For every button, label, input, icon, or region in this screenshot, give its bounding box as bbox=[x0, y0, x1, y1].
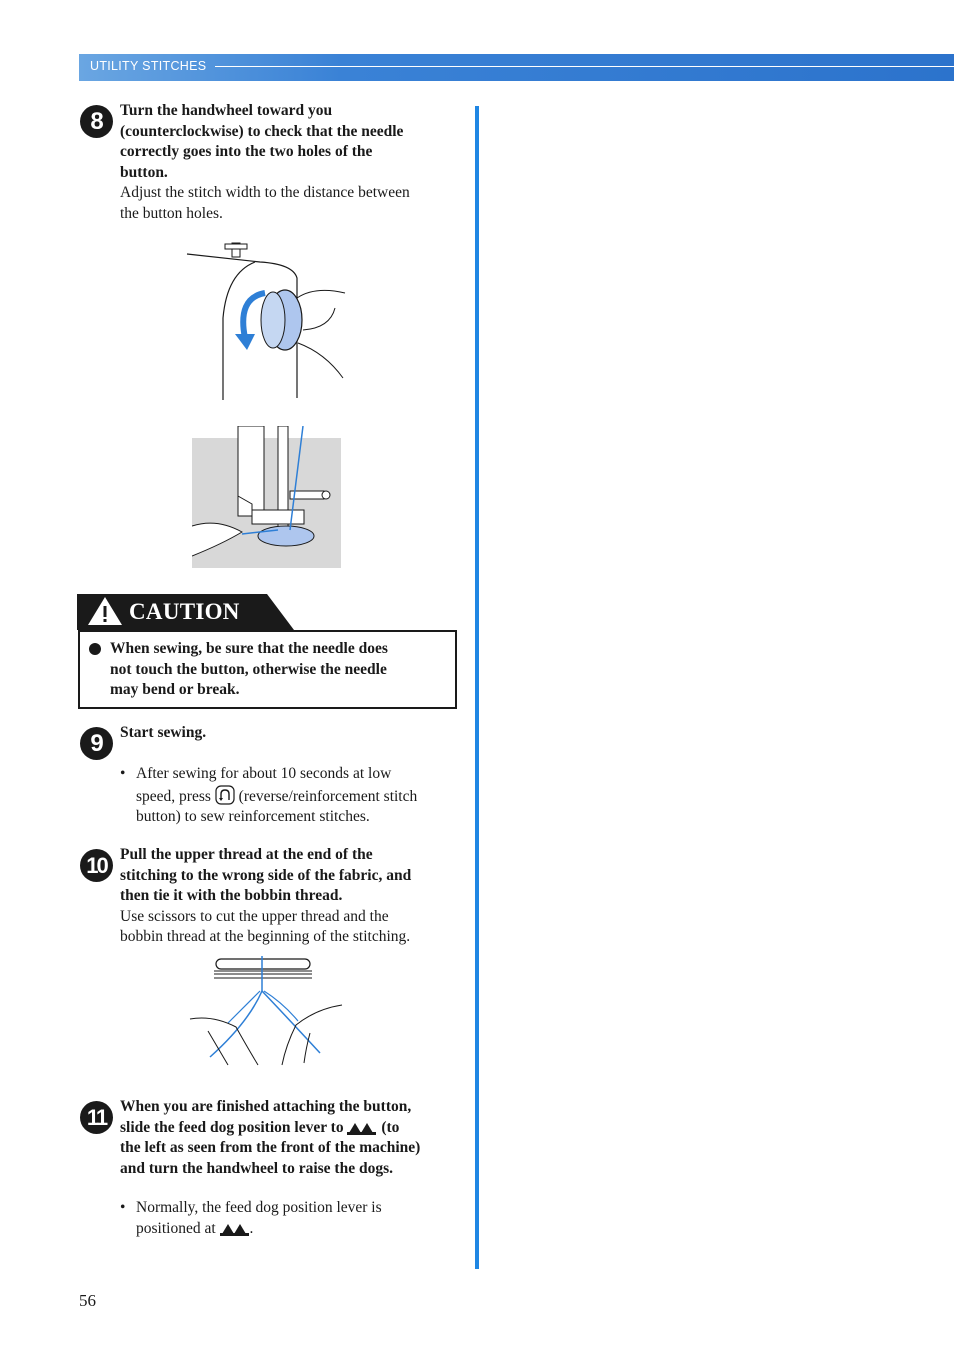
step-number-10: 10 bbox=[80, 849, 113, 882]
step-9-bullet-line: button) to sew reinforcement stitches. bbox=[136, 808, 370, 825]
step-10-instruction-line: then tie it with the bobbin thread. bbox=[120, 887, 343, 904]
caution-bullet-icon bbox=[89, 643, 101, 655]
step-9-bullet-line: After sewing for about 10 seconds at low bbox=[136, 765, 392, 782]
step-9-bullet-prefix: speed, press bbox=[136, 787, 211, 805]
bullet-dot: • bbox=[120, 765, 126, 782]
step-8-detail-line: Adjust the stitch width to the distance between bbox=[120, 184, 410, 201]
step-8-instruction-line: button. bbox=[120, 163, 168, 181]
step-11-instruction-line: the left as seen from the front of the machine) bbox=[120, 1139, 421, 1156]
step-9-bullet-line bbox=[136, 785, 460, 808]
step-11-instruction-part: slide the feed dog position lever to bbox=[120, 1118, 344, 1136]
step-11-instruction-line bbox=[120, 1118, 465, 1139]
header-rule bbox=[215, 66, 954, 67]
step-8-detail-line: the button holes. bbox=[120, 204, 223, 222]
step-8-text bbox=[120, 101, 465, 224]
caution-line: may bend or break. bbox=[110, 681, 240, 698]
bullet-dot: • bbox=[120, 1199, 126, 1216]
caution-title: CAUTION bbox=[129, 599, 240, 624]
step-10-text bbox=[120, 845, 465, 948]
step-11-bullet-line bbox=[136, 1219, 460, 1240]
step-9-bullet-suffix: (reverse/reinforcement stitch bbox=[238, 787, 418, 805]
step-9-instruction: Start sewing. bbox=[120, 724, 207, 741]
column-divider bbox=[475, 106, 479, 1269]
step-8-instruction-line: Turn the handwheel toward you bbox=[120, 102, 333, 119]
thread-tie-illustration bbox=[188, 953, 348, 1071]
step-11-text bbox=[120, 1097, 465, 1179]
step-number-8: 8 bbox=[80, 105, 113, 138]
caution-line: When sewing, be sure that the needle does bbox=[110, 640, 388, 657]
step-11-bullet-part: positioned at bbox=[136, 1219, 216, 1237]
step-10-instruction-line: Pull the upper thread at the end of the bbox=[120, 846, 373, 863]
step-8-instruction-line: correctly goes into the two holes of the bbox=[120, 143, 373, 160]
step-number-11: 11 bbox=[80, 1101, 113, 1134]
feed-dog-icon bbox=[347, 1120, 377, 1136]
step-10-detail-line: Use scissors to cut the upper thread and the bbox=[120, 907, 389, 925]
section-header-band bbox=[79, 54, 954, 81]
step-8-instruction-line: (counterclockwise) to check that the needle bbox=[120, 122, 404, 140]
step-11-instruction-line: When you are finished attaching the button, bbox=[120, 1098, 412, 1115]
step-11-instruction-line: and turn the handwheel to raise the dogs. bbox=[120, 1159, 393, 1177]
page-number: 56 bbox=[79, 1291, 96, 1310]
step-10-instruction-line: stitching to the wrong side of the fabric, and bbox=[120, 866, 412, 884]
step-11-instruction-part: (to bbox=[381, 1118, 400, 1136]
warning-triangle-icon bbox=[88, 597, 124, 627]
caution-line: not touch the button, otherwise the needle bbox=[110, 660, 387, 678]
reverse-stitch-button-icon bbox=[215, 785, 235, 805]
step-11-bullet-line: Normally, the feed dog position lever is bbox=[136, 1199, 382, 1216]
step-11-bullet bbox=[120, 1198, 460, 1239]
step-9-bullet bbox=[120, 764, 460, 828]
feed-dog-icon bbox=[220, 1221, 250, 1237]
caution-text bbox=[110, 639, 440, 701]
step-11-bullet-part: . bbox=[249, 1219, 254, 1237]
presser-foot-illustration bbox=[192, 426, 342, 569]
section-title: UTILITY STITCHES bbox=[90, 59, 207, 73]
step-10-detail-line: bobbin thread at the beginning of the stitching. bbox=[120, 928, 411, 945]
step-number-9: 9 bbox=[80, 727, 113, 760]
handwheel-illustration bbox=[185, 238, 350, 403]
